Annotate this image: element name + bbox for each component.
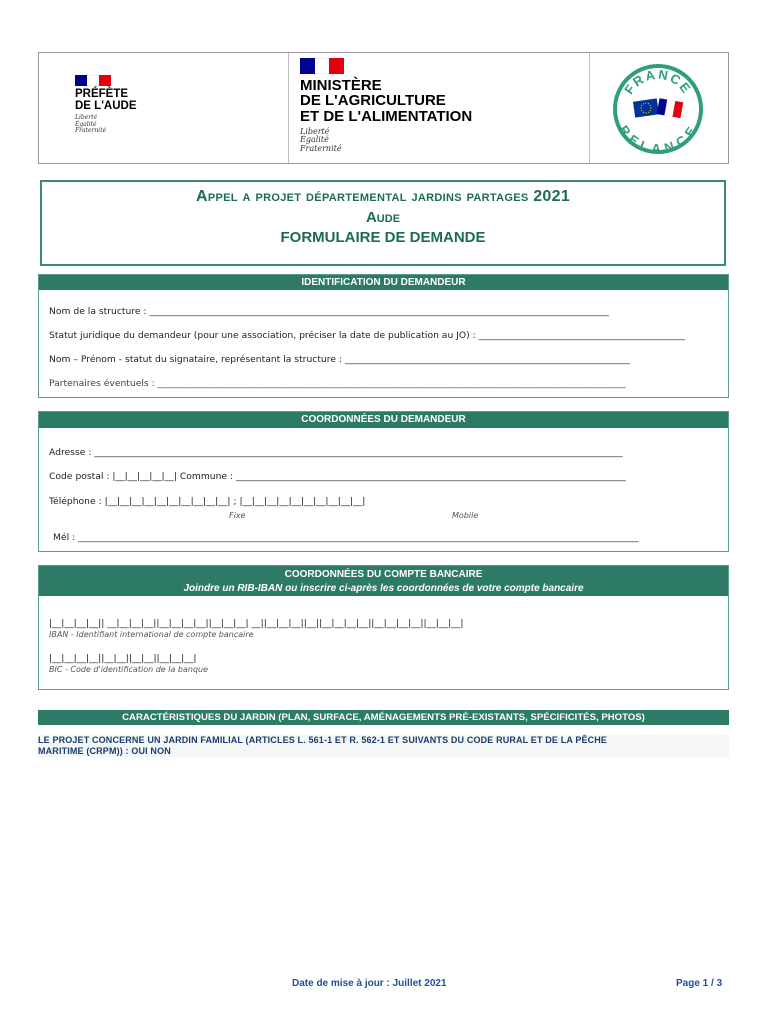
- structure-name-field[interactable]: Nom de la structure : ____________________________________________________________________________________________________: [49, 306, 609, 317]
- address-field[interactable]: Adresse : ___________________________________________________________________________________________________________________: [49, 447, 623, 458]
- logo-header: [38, 52, 729, 164]
- logo-divider: [589, 53, 590, 163]
- iban-label: IBAN - Identifiant international de compte bancaire: [49, 630, 254, 639]
- relance-bottom-text: RELANCE: [616, 122, 700, 155]
- coordinates-header: COORDONNÉES DU DEMANDEUR: [39, 412, 728, 428]
- legal-status-field[interactable]: Statut juridique du demandeur (pour une association, préciser la date de publication au JO) : _____________________________________________: [49, 330, 686, 341]
- ministry-logo: [300, 58, 472, 153]
- identification-section: [38, 274, 729, 398]
- form-title: Appel a projet départemental jardins partages 2021: [195, 188, 571, 205]
- motto-liberte: Liberté: [75, 114, 98, 122]
- page-number: Page 1 / 3: [676, 978, 723, 989]
- prefecture-name-line1: PRÉFÈTE: [75, 88, 129, 100]
- postal-commune-field[interactable]: Code postal : |__|__|__|__|__| Commune : _____________________________________________________________________________________: [49, 471, 627, 482]
- coordinates-section: [38, 411, 729, 552]
- bank-header-title: COORDONNÉES DU COMPTE BANCAIRE: [284, 569, 483, 580]
- form-subtitle: FORMULAIRE DE DEMANDE: [280, 229, 486, 246]
- ministry-name-line1: MINISTÈRE: [300, 77, 382, 94]
- bank-header: [39, 566, 728, 596]
- marianne-flag-icon: [75, 75, 111, 86]
- garden-header: CARACTÉRISTIQUES DU JARDIN (PLAN, SURFACE, AMÉNAGEMENTS PRÉ-EXISTANTS, SPÉCIFICITÉS, PHOTOS): [38, 710, 729, 725]
- partners-field[interactable]: Partenaires éventuels : ______________________________________________________________________________________________________: [49, 378, 627, 389]
- garden-question-line2[interactable]: MARITIME (CRPM)) : OUI NON: [38, 746, 171, 756]
- garden-question: [38, 735, 729, 757]
- bic-label: BIC - Code d'identification de la banque: [49, 665, 209, 674]
- signatory-field[interactable]: Nom – Prénom - statut du signataire, représentant la structure : ______________________________________________________________: [49, 354, 630, 365]
- bank-header-instruction: Joindre un RIB-IBAN ou inscrire ci-après les coordonnées de votre compte bancaire: [183, 583, 584, 594]
- motto-liberte: Liberté: [300, 126, 330, 136]
- prefecture-logo: [75, 75, 137, 134]
- form-title-box: [40, 180, 726, 266]
- update-date: Date de mise à jour : Juillet 2021: [292, 978, 447, 989]
- identification-header: IDENTIFICATION DU DEMANDEUR: [39, 275, 728, 290]
- bic-field[interactable]: |__|__|__|__||__|__||__|__||__|__|__|: [49, 653, 197, 664]
- motto-fraternite: Fraternité: [75, 127, 107, 135]
- france-relance-logo: [612, 63, 704, 155]
- bank-section: [38, 565, 729, 690]
- iban-field[interactable]: |__|__|__|__|| __|__|__|__||__|__|__|__||__|__|__| __||__|__|__||__||__|__|__|__||__|__|__|__||__|__|__|: [49, 618, 464, 629]
- motto-fraternite: Fraternité: [300, 143, 342, 153]
- logo-divider: [288, 53, 289, 163]
- ministry-name-line3: ET DE L'ALIMENTATION: [300, 107, 473, 125]
- email-field[interactable]: Mél : __________________________________________________________________________________________________________________________: [53, 532, 639, 543]
- phone-fixe-label: Fixe: [229, 511, 246, 520]
- form-department: Aude: [365, 209, 401, 226]
- marianne-flag-icon: [300, 58, 344, 74]
- phone-field[interactable]: Téléphone : |__|__|__|__|__|__|__|__|__|__| ; |__|__|__|__|__|__|__|__|__|__|: [49, 496, 366, 507]
- prefecture-name-line2: DE L'AUDE: [75, 99, 137, 112]
- motto-egalite: Égalité: [300, 135, 329, 145]
- motto-egalite: Égalité: [75, 120, 97, 128]
- phone-mobile-label: Mobile: [452, 511, 479, 520]
- eu-flag-icon: [633, 98, 659, 117]
- garden-question-line1: LE PROJET CONCERNE UN JARDIN FAMILIAL (ARTICLES L. 561-1 ET R. 562-1 ET SUIVANTS DU CODE RURAL ET DE LA PÊCHE: [38, 735, 608, 745]
- ministry-name-line2: DE L'AGRICULTURE: [300, 92, 446, 110]
- relance-top-text: FRANCE: [621, 66, 695, 98]
